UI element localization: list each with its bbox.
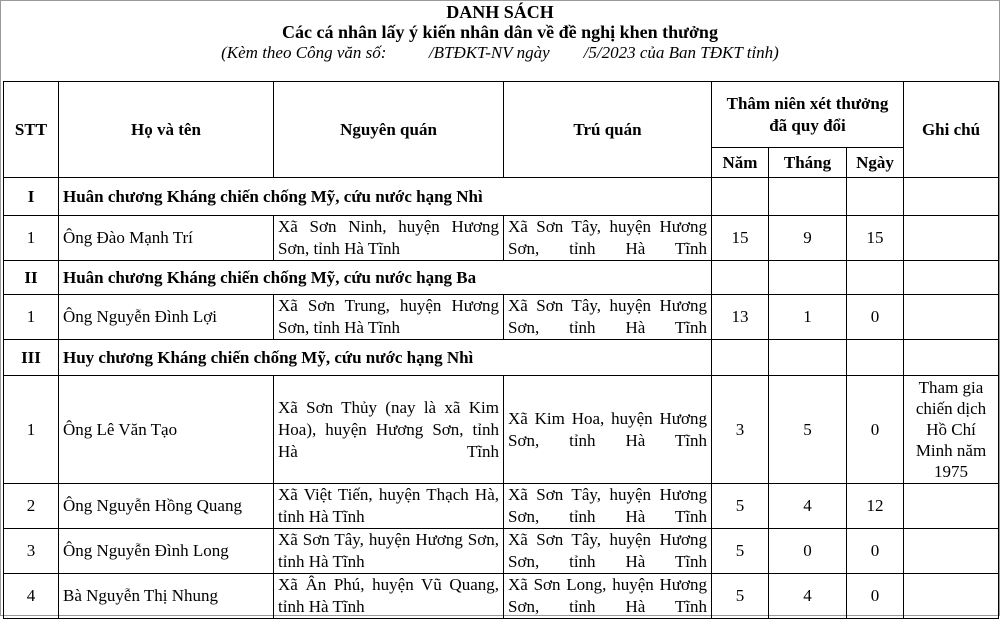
header-stt: STT xyxy=(4,82,59,178)
cell-name: Ông Nguyễn Đình Lợi xyxy=(59,295,274,340)
cell-note xyxy=(904,216,999,261)
cell-stt: 3 xyxy=(4,529,59,574)
cell-name: Ông Lê Văn Tạo xyxy=(59,376,274,484)
section-row xyxy=(4,261,999,295)
cell-months: 5 xyxy=(769,376,847,484)
cell-note xyxy=(904,295,999,340)
cell-years: 15 xyxy=(712,216,769,261)
cell-days: 0 xyxy=(847,574,904,619)
award-table xyxy=(3,81,999,619)
table-row xyxy=(4,376,999,484)
cell-stt: 1 xyxy=(4,376,59,484)
cell-residence: Xã Sơn Tây, huyện Hương Sơn, tỉnh Hà Tĩnh xyxy=(504,529,712,574)
cell-residence: Xã Sơn Tây, huyện Hương Sơn, tỉnh Hà Tĩnh xyxy=(504,484,712,529)
cell-origin: Xã Sơn Tây, huyện Hương Sơn, tỉnh Hà Tĩnh xyxy=(274,529,504,574)
table-row xyxy=(4,295,999,340)
section-row xyxy=(4,178,999,216)
document-header xyxy=(1,1,999,64)
cell-stt: 1 xyxy=(4,216,59,261)
cell-months: 4 xyxy=(769,574,847,619)
header-days: Ngày xyxy=(847,148,904,178)
cell-origin: Xã Sơn Trung, huyện Hương Sơn, tỉnh Hà Tĩnh xyxy=(274,295,504,340)
header-name: Họ và tên xyxy=(59,82,274,178)
cell-note: Tham gia chiến dịch Hồ Chí Minh năm 1975 xyxy=(904,376,999,484)
table-row xyxy=(4,529,999,574)
cell-residence: Xã Sơn Tây, huyện Hương Sơn, tỉnh Hà Tĩnh xyxy=(504,295,712,340)
section-number: I xyxy=(4,178,59,216)
cell-residence: Xã Sơn Long, huyện Hương Sơn, tỉnh Hà Tĩnh xyxy=(504,574,712,619)
document-reference: (Kèm theo Công văn số: /BTĐKT-NV ngày /5/2023 của Ban TĐKT tỉnh) xyxy=(221,43,779,62)
section-row xyxy=(4,340,999,376)
table-row xyxy=(4,574,999,619)
cell-note xyxy=(904,529,999,574)
header-months: Tháng xyxy=(769,148,847,178)
section-title: Huân chương Kháng chiến chống Mỹ, cứu nước hạng Nhì xyxy=(59,178,712,216)
cell-name: Ông Đào Mạnh Trí xyxy=(59,216,274,261)
cell-days: 12 xyxy=(847,484,904,529)
section-title: Huy chương Kháng chiến chống Mỹ, cứu nước hạng Nhì xyxy=(59,340,712,376)
cell-origin: Xã Sơn Thủy (nay là xã Kim Hoa), huyện Hương Sơn, tỉnh Hà Tĩnh xyxy=(274,376,504,484)
cell-months: 4 xyxy=(769,484,847,529)
cell-origin: Xã Ân Phú, huyện Vũ Quang, tỉnh Hà Tĩnh xyxy=(274,574,504,619)
cell-residence: Xã Sơn Tây, huyện Hương Sơn, tỉnh Hà Tĩnh xyxy=(504,216,712,261)
cell-years: 5 xyxy=(712,574,769,619)
cell-years: 3 xyxy=(712,376,769,484)
cell-name: Ông Nguyễn Hồng Quang xyxy=(59,484,274,529)
cell-origin: Xã Việt Tiến, huyện Thạch Hà, tỉnh Hà Tĩnh xyxy=(274,484,504,529)
cell-years: 5 xyxy=(712,529,769,574)
cell-name: Bà Nguyễn Thị Nhung xyxy=(59,574,274,619)
cell-months: 0 xyxy=(769,529,847,574)
table-row xyxy=(4,484,999,529)
cell-origin: Xã Sơn Ninh, huyện Hương Sơn, tỉnh Hà Tĩnh xyxy=(274,216,504,261)
cell-years: 13 xyxy=(712,295,769,340)
cell-days: 0 xyxy=(847,295,904,340)
cell-stt: 2 xyxy=(4,484,59,529)
cell-note xyxy=(904,574,999,619)
table-row xyxy=(4,216,999,261)
cell-days: 15 xyxy=(847,216,904,261)
document-subtitle: Các cá nhân lấy ý kiến nhân dân về đề nghị khen thưởng xyxy=(282,22,718,42)
cell-note xyxy=(904,484,999,529)
cell-stt: 1 xyxy=(4,295,59,340)
cell-years: 5 xyxy=(712,484,769,529)
section-number: III xyxy=(4,340,59,376)
cell-months: 1 xyxy=(769,295,847,340)
cell-days: 0 xyxy=(847,376,904,484)
header-origin: Nguyên quán xyxy=(274,82,504,178)
cell-name: Ông Nguyễn Đình Long xyxy=(59,529,274,574)
cell-stt: 4 xyxy=(4,574,59,619)
section-number: II xyxy=(4,261,59,295)
header-years: Năm xyxy=(712,148,769,178)
cell-days: 0 xyxy=(847,529,904,574)
header-seniority: Thâm niên xét thưởng đã quy đổi xyxy=(712,82,904,148)
section-title: Huân chương Kháng chiến chống Mỹ, cứu nước hạng Ba xyxy=(59,261,712,295)
cell-months: 9 xyxy=(769,216,847,261)
document-title: DANH SÁCH xyxy=(446,2,554,22)
header-note: Ghi chú xyxy=(904,82,999,178)
header-residence: Trú quán xyxy=(504,82,712,178)
cell-residence: Xã Kim Hoa, huyện Hương Sơn, tỉnh Hà Tĩnh xyxy=(504,376,712,484)
